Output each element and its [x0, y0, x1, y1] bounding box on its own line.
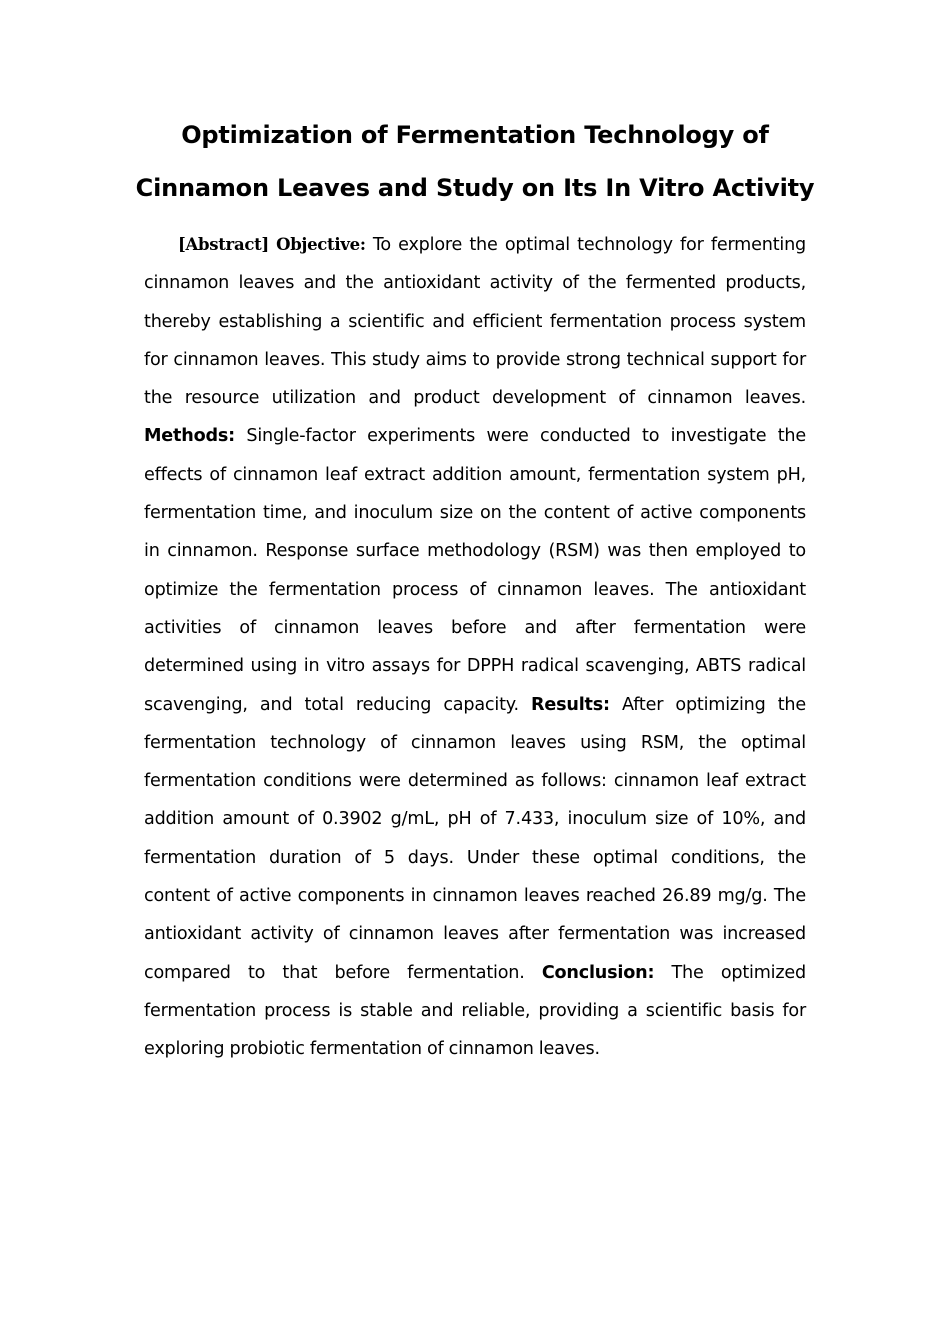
conclusion-text: The optimized fermentation process is stable and reliable, providing a scientific basis for exploring probiotic fermentation of cinnamon leaves.	[144, 962, 806, 1060]
results-label: Results:	[531, 694, 610, 715]
objective-text: To explore the optimal technology for fermenting cinnamon leaves and the antioxidant activity of the fermented products, thereby establishing a scientific and efficient fermentation process system for cinnamon leaves. This study aims to provide strong technical support for the resource utilization and product development of cinnamon leaves.	[144, 235, 807, 409]
abstract-label: [Abstract]	[178, 235, 269, 254]
methods-text: Single-factor experiments were conducted to investigate the effects of cinnamon leaf extract addition amount, fermentation system pH, fermentation time, and inoculum size on the content of active components in cinnamon. Response surface methodology (RSM) was then employed to optimize the fermentation process of cinnamon leaves. The antioxidant activities of cinnamon leaves before and after fermentation were determined using in vitro assays for DPPH radical scavenging, ABTS radical scavenging, and total reducing capacity.	[144, 426, 807, 715]
conclusion-label: Conclusion:	[541, 962, 655, 983]
methods-label: Methods:	[144, 426, 235, 447]
paper-title-line-2: Cinnamon Leaves and Study on Its In Vitro Activity	[135, 174, 815, 202]
abstract-paragraph	[144, 226, 806, 1069]
paper-title	[120, 109, 830, 215]
paper-title-line-1: Optimization of Fermentation Technology of	[181, 121, 769, 149]
objective-label: Objective:	[276, 235, 366, 254]
results-text: After optimizing the fermentation technology of cinnamon leaves using RSM, the optimal fermentation conditions were determined as follows: cinnamon leaf extract addition amount of 0.3902 g/mL, pH of 7.433, inoculum size of 10%, and fermentation duration of 5 days. Under these optimal conditions, the content of active components in cinnamon leaves reached 26.89 mg/g. The antioxidant activity of cinnamon leaves after fermentation was increased compared to that before fermentation.	[144, 694, 806, 983]
